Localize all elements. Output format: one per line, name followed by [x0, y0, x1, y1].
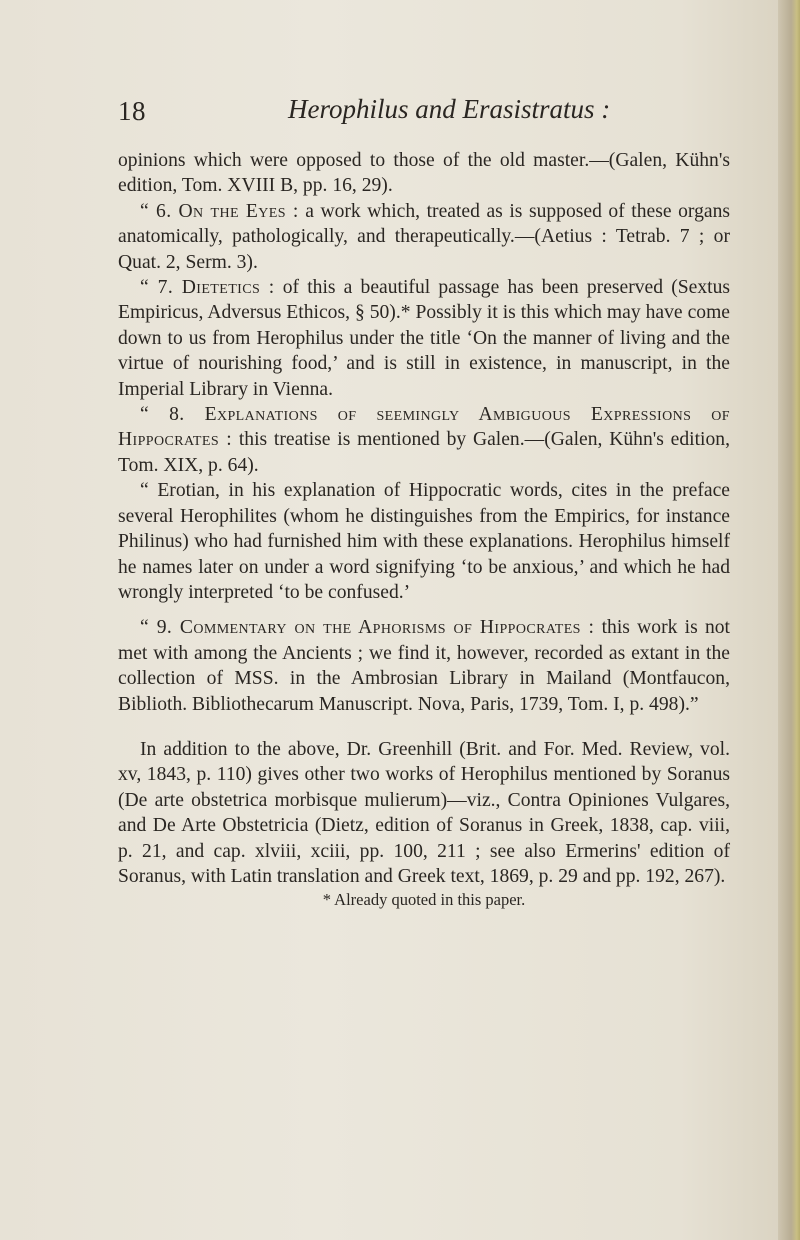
page-body [118, 148, 730, 911]
paragraph-on-the-eyes [118, 199, 730, 275]
item-heading: “ 6. On the Eyes : [140, 200, 299, 222]
item-text: of this a beautiful passage has been preserved (Sextus Empiricus, Adversus Ethicos, § 50).* Possibly it is this which may have come down to us from Herophilus under the title ‘On the manner of living and the virtue of nourishing food,’ and is still in existence, in manuscript, in the Imperial Library in Vienna. [118, 277, 730, 400]
paragraph-explanations [118, 402, 730, 478]
paragraph-erotian: “ Erotian, in his explanation of Hippocratic words, cites in the preface several Herophilites (whom he distinguishes from the Empirics, for instance Philinus) who had furnished him with these explanations. Herophilus himself he names later on under a word signifying ‘to be anxious,’ and which he had wrongly interpreted ‘to be confused.’ [118, 480, 730, 603]
paragraph-continuation: opinions which were opposed to those of the old master.—(Galen, Kühn's edition, Tom. XVIII B, pp. 16, 29). [118, 150, 730, 197]
page-header [118, 94, 738, 134]
item-heading: “ 7. Dietetics : [140, 277, 275, 299]
item-heading: “ 8. Explanations of seemingly Ambiguous Expressions of Hippocrates : [118, 404, 730, 451]
paragraph-dietetics [118, 275, 730, 402]
running-title: Herophilus and Erasistratus : [288, 94, 611, 124]
footnote: * Already quoted in this paper. [322, 890, 526, 910]
page-number: 18 [118, 96, 146, 126]
item-text: this work is not met with among the Ancients ; we find it, however, recorded as extant in the collection of MSS. in the Ambrosian Library in Mailand (Montfaucon, Biblioth. Bibliothecarum Manuscript. Nova, Paris, 1739, Tom. I, p. 498).” [118, 617, 731, 715]
item-text: this treatise is mentioned by Galen.—(Galen, Kühn's edition, Tom. XIX, p. 64). [118, 429, 730, 476]
item-heading: “ 9. Commentary on the Aphorisms of Hippocrates : [140, 617, 595, 639]
paragraph-commentary [118, 615, 730, 717]
paragraph-greenhill: In addition to the above, Dr. Greenhill (Brit. and For. Med. Review, vol. xv, 1843, p. 110) gives other two works of Herophilus mentioned by Soranus (De arte obstetrica morbisque mulierum)—viz., Contra Opiniones Vulgares, and De Arte Obstetricia (Dietz, edition of Soranus in Greek, 1838, cap. viii, p. 21, and cap. xlviii, xciii, pp. 100, 211 ; see also Ermerins' edition of Soranus, with Latin translation and Greek text, 1869, p. 29 and pp. 192, 267). [118, 738, 730, 887]
page-edge [778, 0, 800, 1240]
item-text: a work which, treated as is supposed of these organs anatomically, pathologically, and therapeutically.—(Aetius : Tetrab. 7 ; or Quat. 2, Serm. 3). [118, 200, 730, 273]
